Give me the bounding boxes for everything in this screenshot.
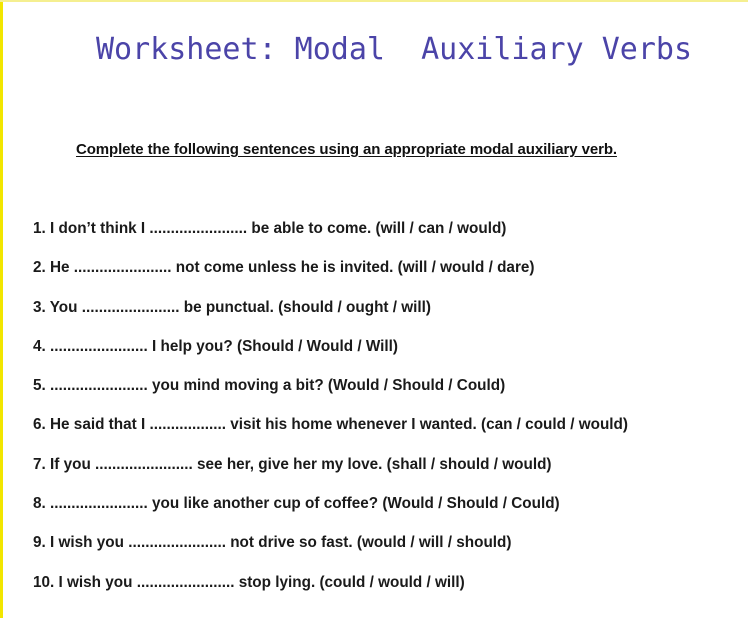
question-7: 7. If you ....................... see her, give her my love. (shall / should / would): [33, 455, 552, 473]
question-2: 2. He ....................... not come unless he is invited. (will / would / dare): [33, 259, 535, 277]
question-10: 10. I wish you ....................... stop lying. (could / would / will): [33, 573, 465, 591]
question-list: [33, 219, 628, 612]
question-9: 9. I wish you ....................... not drive so fast. (would / will / should): [33, 534, 512, 552]
worksheet-title: Worksheet: Modal Auxiliary Verbs: [96, 32, 693, 67]
left-border: [0, 0, 3, 618]
question-4: 4. ....................... I help you? (Should / Would / Will): [33, 337, 399, 355]
question-3: 3. You ....................... be punctual. (should / ought / will): [33, 298, 432, 316]
question-8: 8. ....................... you like another cup of coffee? (Would / Should / Could): [33, 495, 560, 513]
question-1: 1. I don’t think I ....................... be able to come. (will / can / would): [33, 220, 507, 237]
instructions: Complete the following sentences using an appropriate modal auxiliary verb.: [76, 141, 617, 158]
question-5: 5. ....................... you mind moving a bit? (Would / Should / Could): [33, 377, 506, 395]
question-6: 6. He said that I .................. visit his home whenever I wanted. (can / could / would): [33, 416, 628, 434]
top-border: [0, 0, 748, 2]
